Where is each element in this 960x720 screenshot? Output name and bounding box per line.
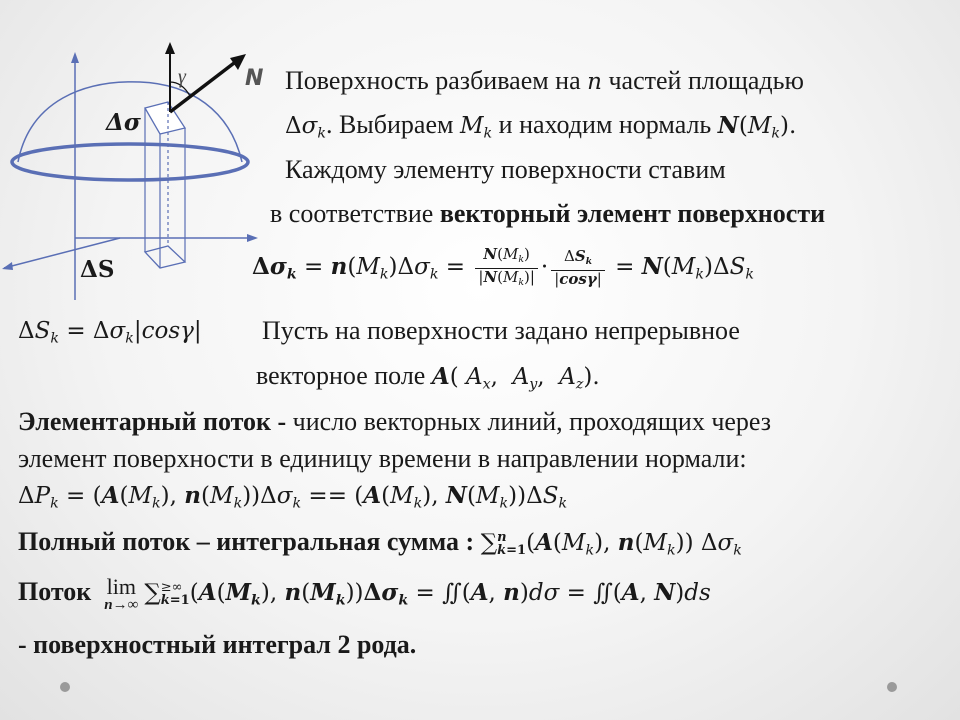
limit-operator: lim n→∞ — [104, 573, 139, 613]
flux-definition-line2: элемент поверхности в единицу времени в направлении нормали: — [18, 444, 747, 473]
vertical-arrow-head — [165, 42, 175, 54]
full-flux-line: Полный поток – интегральная сумма : ∑n $k=1(A(M_k)$, $n(M_k)$) $\Delta\sigma_k$ — [18, 527, 742, 559]
normal-arrow-head — [230, 54, 246, 70]
x-axis-arrow — [2, 262, 13, 270]
text-line-1: Поверхность разбиваем на n частей площадью — [285, 66, 804, 95]
normal-label: N — [245, 66, 264, 91]
corner-dot-left — [60, 682, 70, 692]
text-line-5: Пусть на поверхности задано непрерывное — [262, 316, 740, 345]
text-line-6: векторное поле A( $A_x$, $A_y$, $A_z$). — [256, 361, 600, 393]
corner-dot-right — [887, 682, 897, 692]
y-axis-arrow — [247, 234, 258, 242]
base-ellipse — [12, 144, 248, 180]
dsigma-label: Δσ — [106, 109, 141, 136]
text-line-2: $\Delta\sigma_k$. Выбираем $M_k$ и находим нормаль $N(M_k)$. — [285, 110, 797, 142]
dS-label: ΔS — [80, 256, 115, 283]
elementary-flux-formula: $\Delta P_k = (A(M_k)$, $n(M_k))\Delta\sigma_k == (A(M_k)$, $N(M_k))\Delta S_k$ — [18, 482, 568, 512]
z-axis-arrow — [71, 52, 79, 63]
projected-element — [145, 246, 185, 268]
vector-element-formula: $\Delta\sigma_k = n(M_k)\Delta\sigma_k$ = $\frac{N(M_k)}{|N(M_k)|}$ · $\frac{\Delta S_k}{|\cos\gamma|}$ = $N(M_k)\Delta S_k$ — [252, 244, 754, 288]
dS-relation-formula: $\Delta S_k = \Delta\sigma_k|\cos\gamma|$ — [18, 318, 202, 347]
text-line-4: в соответствие векторный элемент поверхности — [270, 199, 826, 228]
surface-diagram — [0, 40, 260, 330]
flux-definition: Элементарный поток - число векторных линий, проходящих через — [18, 407, 772, 436]
gamma-label: γ — [178, 66, 186, 88]
flux-limit-line: Поток lim n→∞ ∑≥∞ $k=1(A(M_k)$, $n(M_k))\Delta\sigma_k$ = ∬(A, n)dσ = ∬(A, N)ds — [18, 573, 711, 613]
last-line: - поверхностный интеграл 2 рода. — [18, 630, 417, 659]
text-line-3: Каждому элементу поверхности ставим — [285, 155, 726, 184]
